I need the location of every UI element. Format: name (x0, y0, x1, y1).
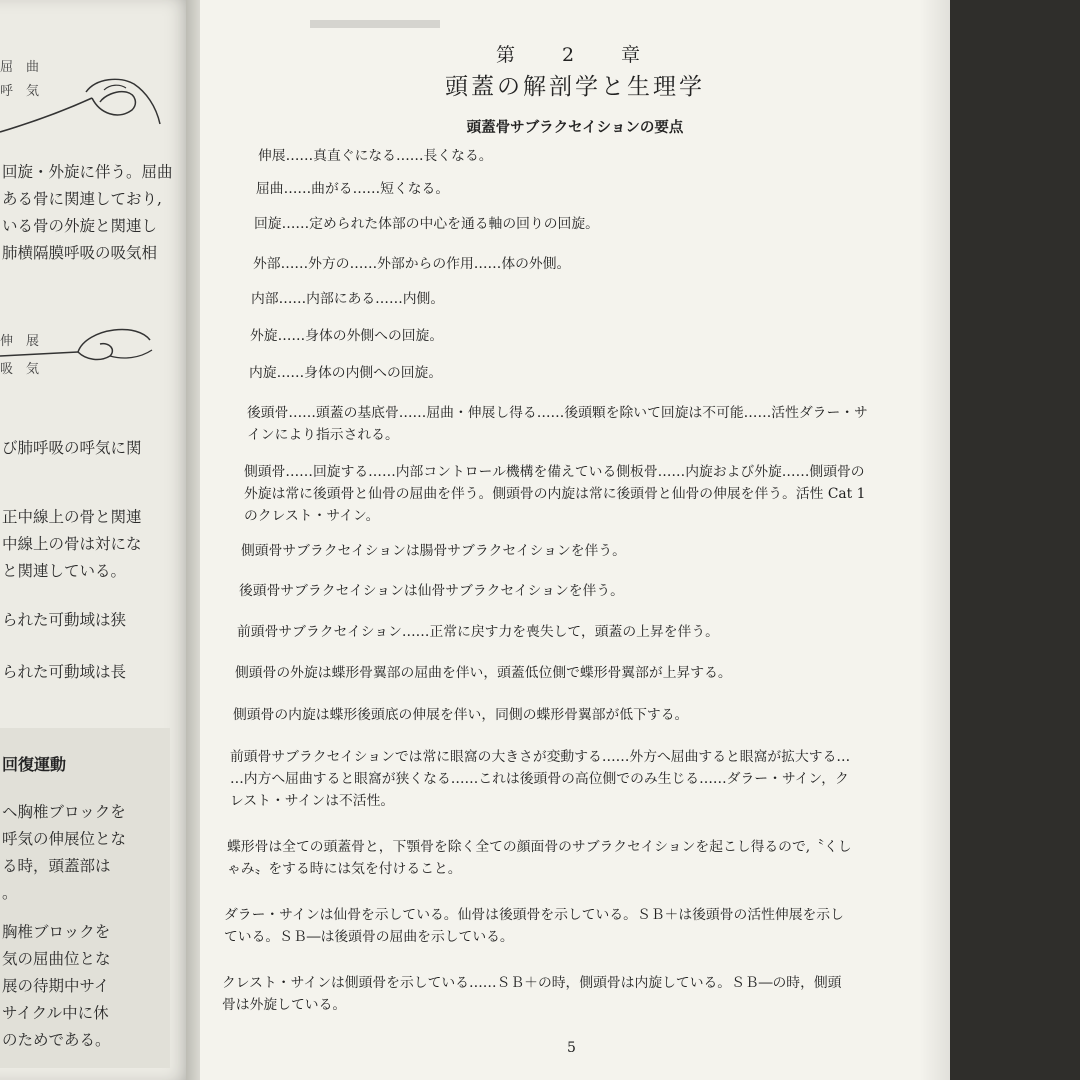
left-box-line: のためである。 (2, 1031, 111, 1049)
left-page (0, 0, 196, 1080)
page-number: 5 (567, 1040, 576, 1056)
paragraph-crest-sign: クレスト・サインは側頭骨を示している……ＳＢ＋の時，側頭骨は内旋している。ＳＢ―の時，側頭 骨は外旋している。 (222, 975, 842, 1013)
paragraph-orbit: 前頭骨サブラクセイションでは常に眼窩の大きさが変動する……外方へ屈曲すると眼窩が拡大する… …内方へ屈曲すると眼窩が狭くなる……これは後頭骨の高位側でのみ生じる……ダラー・サイン，ク レスト・サインは不活性。 (230, 749, 851, 809)
paragraph-external: 外部……外方の……外部からの作用……体の外側。 (253, 256, 571, 272)
left-box-line: 呼気の伸展位とな (2, 830, 127, 848)
left-box-line: ヘ胸椎ブロックを (2, 803, 126, 821)
paragraph-rotation: 回旋……定められた体部の中心を通る軸の回りの回旋。 (254, 216, 599, 232)
left-text-line: られた可動域は長 (2, 663, 127, 681)
paragraph-temporal-external: 側頭骨の外旋は蝶形骨翼部の屈曲を伴い，頭蓋低位側で蝶形骨翼部が上昇する。 (235, 665, 732, 681)
left-text-line: と関連している。 (2, 562, 127, 580)
paragraph-sphenoid: 蝶形骨は全ての頭蓋骨と，下顎骨を除く全ての顔面骨のサブラクセイションを起こし得るので,〝くし ゃみ〟をする時には気を付けること。 (227, 839, 852, 877)
extension-hand-figure (0, 310, 196, 390)
fig2-label-1: 伸 展 (0, 334, 40, 349)
paragraph-internal: 内部……内部にある……内側。 (251, 291, 445, 307)
left-text-line: られた可動域は狭 (2, 611, 127, 629)
left-text-line: び肺呼吸の呼気に関 (2, 439, 142, 457)
left-box-line: サイクル中に休 (2, 1004, 109, 1022)
left-box-heading: 回復運動 (2, 755, 67, 774)
paragraph-temporal: 側頭骨……回旋する……内部コントロール機構を備えている側板骨……内旋および外旋……側頭骨の 外旋は常に後頭骨と仙骨の屈曲を伴う。側頭骨の内旋は常に後頭骨と仙骨の伸展を伴う。活性 Cat 1 のクレスト・サイン。 (244, 464, 866, 524)
left-box-line: 展の待期中サイ (2, 977, 110, 995)
paragraph-occipital-subluxation: 後頭骨サブラクセイションは仙骨サブラクセイションを伴う。 (239, 583, 624, 599)
left-text-line: 中線上の骨は対にな (2, 535, 142, 553)
left-text-line: 回旋・外旋に伴う。屈曲 (2, 163, 173, 181)
left-text-line: 正中線上の骨と関連 (2, 508, 142, 526)
fig2-label-2: 吸 気 (0, 362, 40, 377)
paragraph-external-rotation: 外旋……身体の外側への回旋。 (250, 328, 444, 344)
left-text-line: 肺横隔膜呼吸の吸気相 (2, 244, 158, 262)
desk-background (950, 0, 1080, 1080)
fig1-label-2: 呼 気 (0, 84, 40, 99)
paragraph-flexion: 屈曲……曲がる……短くなる。 (256, 181, 450, 197)
paragraph-frontal-subluxation: 前頭骨サブラクセイション……正常に戻す力を喪失して，頭蓋の上昇を伴う。 (237, 624, 719, 640)
paragraph-temporal-subluxation: 側頭骨サブラクセイションは腸骨サブラクセイションを伴う。 (241, 543, 626, 559)
fig1-label-1: 屈 曲 (0, 60, 40, 75)
paragraph-extension: 伸展……真直ぐになる……長くなる。 (258, 148, 493, 164)
chapter-title: 頭蓋の解剖学と生理学 (445, 74, 705, 100)
left-box-line: 気の屈曲位とな (2, 950, 111, 968)
left-box-line: る時，頭蓋部は (2, 857, 111, 875)
paragraph-dollar-sign: ダラー・サインは仙骨を示している。仙骨は後頭骨を示している。ＳＢ＋は後頭骨の活性伸展を示し ている。ＳＢ―は後頭骨の屈曲を示している。 (224, 907, 844, 945)
paragraph-occipital: 後頭骨……頭蓋の基底骨……屈曲・伸展し得る……後頭顆を除いて回旋は不可能……活性ダラー・サ インにより指示される。 (247, 405, 868, 443)
chapter-number: 第 2 章 (495, 44, 655, 66)
hand-extension-icon (0, 310, 196, 390)
paragraph-temporal-internal: 側頭骨の内旋は蝶形後頭底の伸展を伴い，同側の蝶形骨翼部が低下する。 (233, 707, 689, 723)
left-text-line: いる骨の外旋と関連し (2, 217, 158, 235)
faded-running-head (310, 20, 440, 28)
paragraph-internal-rotation: 内旋……身体の内側への回旋。 (249, 365, 443, 381)
section-title: 頭蓋骨サブラクセイションの要点 (466, 120, 684, 136)
left-text-line: ある骨に関連しており, (2, 190, 162, 208)
left-box-line: 胸椎ブロックを (2, 923, 111, 941)
left-box-line: 。 (2, 884, 18, 902)
